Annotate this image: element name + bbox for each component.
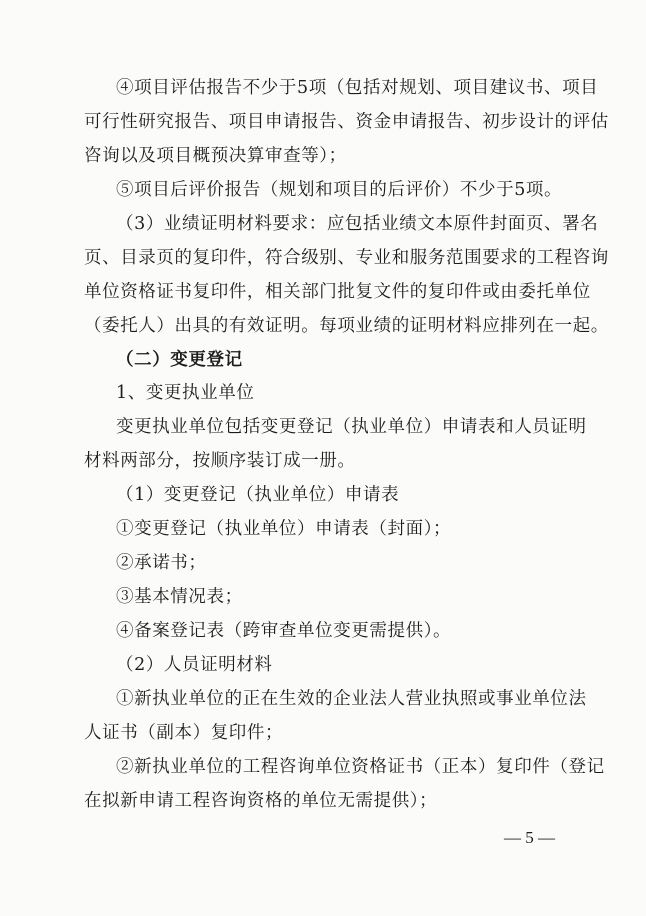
text-line: ②新执业单位的工程咨询单位资格证书（正本）复印件（登记 [116,757,605,777]
subsection-heading: 1、变更执业单位 [116,383,255,403]
text-line: ②承诺书； [116,553,207,573]
text-line: 人证书（副本）复印件； [84,723,284,743]
text-line: （3）业绩证明材料要求：应包括业绩文本原件封面页、署名 [116,214,599,234]
section-heading: （二）变更登记 [116,350,243,370]
text-line: ⑤项目后评价报告（规划和项目的后评价）不少于5项。 [116,180,563,200]
text-line: （委托人）出具的有效证明。每项业绩的证明材料应排列在一起。 [84,316,609,336]
text-line: ①新执业单位的正在生效的企业法人营业执照或事业单位法 [116,689,587,709]
text-line: （2）人员证明材料 [116,655,273,675]
text-line: 页、目录页的复印件，符合级别、专业和服务范围要求的工程咨询 [84,248,609,268]
text-line: 变更执业单位包括变更登记（执业单位）申请表和人员证明 [116,417,587,437]
text-line: ③基本情况表； [116,587,243,607]
text-line: 在拟新申请工程咨询资格的单位无需提供）； [84,791,438,811]
text-line: ④备案登记表（跨审查单位变更需提供）。 [116,621,452,641]
text-line: 单位资格证书复印件，相关部门批复文件的复印件或由委托单位 [84,282,591,302]
text-line: ①变更登记（执业单位）申请表（封面）； [116,519,452,539]
text-line: ④项目评估报告不少于5项（包括对规划、项目建议书、项目 [116,78,599,98]
text-line: 咨询以及项目概预决算审查等）； [84,146,347,166]
text-line: （1）变更登记（执业单位）申请表 [116,485,400,505]
text-line: 可行性研究报告、项目申请报告、资金申请报告、初步设计的评估 [84,112,609,132]
page-number: — 5 — [504,828,555,847]
text-line: 材料两部分，按顺序装订成一册。 [84,451,356,471]
